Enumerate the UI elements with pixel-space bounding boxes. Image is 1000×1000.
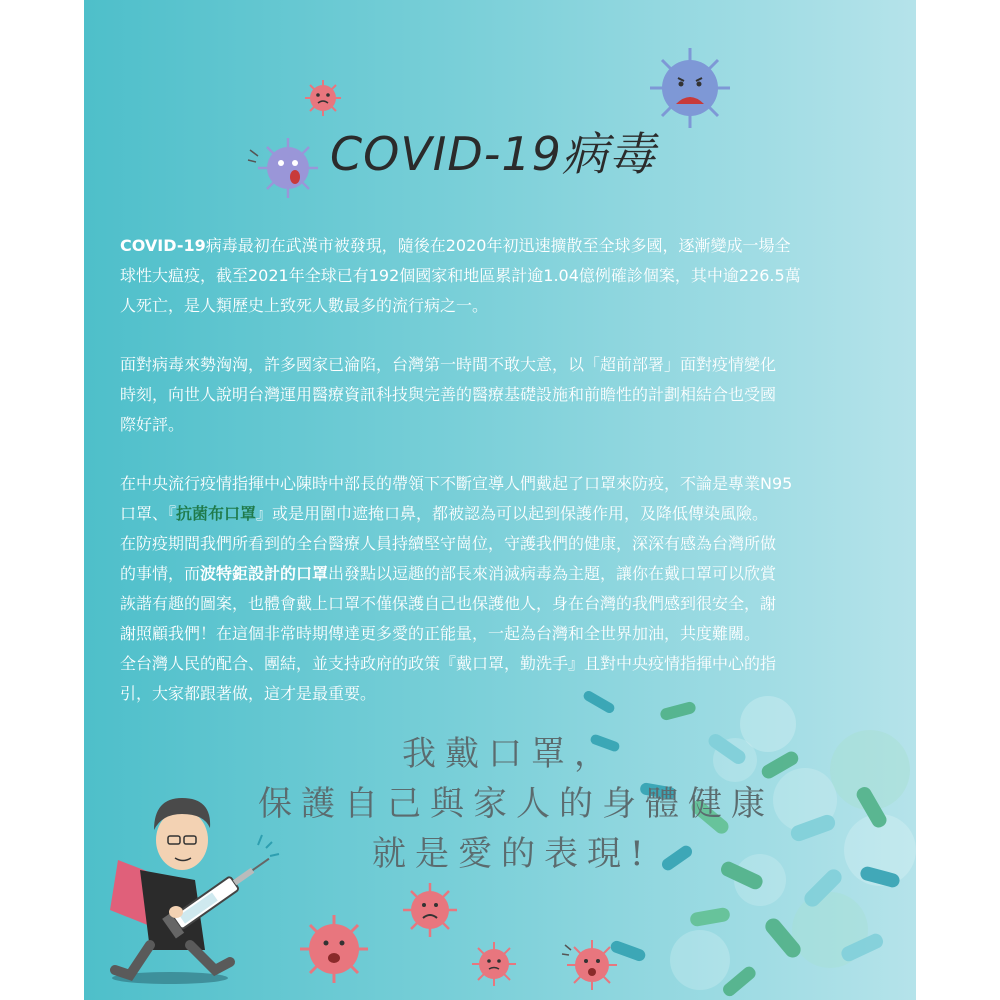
response-line: 時刻，向世人說明台灣運用醫療資訊科技與完善的醫療基礎設施和前瞻性的計劃相結合也受國 [120,385,777,404]
slogan-line-3: 就是愛的表現! [372,834,653,874]
virus-red-crying-icon [562,940,617,990]
mask-line: 在防疫期間我們所看到的全台醫療人員持續堅守崗位，守護我們的健康，深深有感為台灣所做 [120,534,777,553]
mask-line: 謝照顧我們！在這個非常時期傳達更多愛的正能量，一起為台灣和全世界加油，共度難關。 [120,624,761,643]
response-line: 際好評。 [120,415,185,434]
mask-line [120,499,890,529]
intro-line-rest: 病毒最初在武漢市被發現，隨後在2020年初迅速擴散至全球多國，逐漸變成一場全 [205,236,791,255]
intro-paragraph [120,231,890,321]
mask-line-part: 的事情，而 [120,564,201,583]
mask-line: 在中央流行疫情指揮中心陳時中部長的帶領下不斷宣導人們戴起了口罩來防疫，不論是專業N95 [120,474,793,493]
intro-line [120,231,890,261]
intro-line: 球性大瘟疫，截至2021年全球已有192個國家和地區累計逾1.04億例確診個案，其中逾226.5萬 [120,266,801,285]
brand-mask-highlight: 波特鉅設計的口罩 [200,564,329,583]
virus-red-large-icon [300,915,368,983]
mask-line: 引，大家都跟著做，這才是最重要。 [120,684,377,703]
mask-line: 詼諧有趣的圖案，也體會戴上口罩不僅保護自己也保護他人，身在台灣的我們感到很安全，謝 [120,594,777,613]
virus-red-tiny-icon [472,942,516,986]
mask-line-part: 出發點以逗趣的部長來消滅病毒為主題，讓你在戴口罩可以欣賞 [328,564,777,583]
virus-red-medium-icon [403,883,457,937]
slogan-line-1: 我戴口罩， [402,734,617,774]
response-paragraph [120,350,890,440]
mask-line [120,559,890,589]
cartoon-minister-illustration [110,798,279,984]
mask-line-part: 口罩、『 [120,504,177,523]
page-title: COVID-19病毒 [330,127,656,181]
virus-purple-icon [248,138,318,198]
virus-red-small-icon [305,80,341,116]
intro-line: 人死亡，是人類歷史上致死人數最多的流行病之一。 [120,296,489,315]
mask-line: 全台灣人民的配合、團結，並支持政府的政策『戴口罩，勤洗手』且對中央疫情指揮中心的指 [120,654,777,673]
response-line: 面對病毒來勢洶洶，許多國家已淪陷，台灣第一時間不敢大意，以「超前部署」面對疫情變化 [120,355,777,374]
virus-blue-icon [650,48,730,128]
slogan-line-2: 保護自己與家人的身體健康 [258,784,774,824]
mask-line-part: 』或是用圍巾遮掩口鼻，都被認為可以起到保護作用，及降低傳染風險。 [256,504,769,523]
covid-keyword: COVID-19 [120,236,206,255]
mask-paragraph [120,469,890,709]
antibacterial-mask-highlight: 抗菌布口罩 [176,504,257,523]
